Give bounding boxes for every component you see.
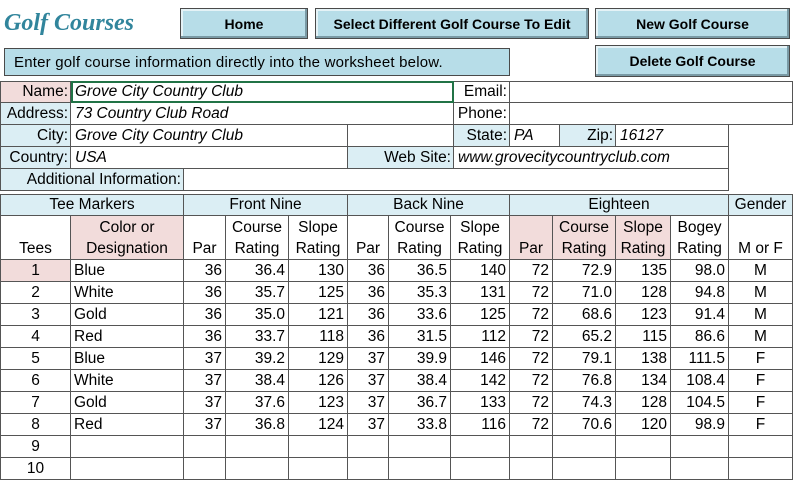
cell-gender[interactable]: M (729, 260, 793, 282)
country-label: Country: (0, 147, 71, 169)
header-eighteen-slope: Slope (623, 218, 663, 236)
header-color-line1: Color or (99, 218, 155, 236)
cell-bogey[interactable]: 86.6 (671, 326, 729, 348)
cell-e-par[interactable]: 72 (510, 348, 553, 370)
cell-b-slope[interactable]: 133 (451, 392, 510, 414)
app-title: Golf Courses (4, 10, 135, 36)
cell-tee[interactable]: 7 (0, 392, 71, 414)
new-course-button[interactable]: New Golf Course (595, 8, 790, 39)
cell-b-rating[interactable] (389, 458, 451, 480)
cell-e-par[interactable] (510, 458, 553, 480)
header-back-par: Par (348, 216, 389, 260)
country-field[interactable]: USA (71, 147, 348, 169)
cell-gender[interactable]: F (729, 392, 793, 414)
cell-f-par[interactable]: 36 (184, 282, 226, 304)
cell-e-slope[interactable] (616, 436, 671, 458)
cell-b-rating[interactable] (389, 436, 451, 458)
cell-e-par[interactable]: 72 (510, 326, 553, 348)
cell-tee[interactable]: 8 (0, 414, 71, 436)
website-field[interactable]: www.grovecitycountryclub.com (454, 147, 729, 169)
cell-e-rating[interactable] (553, 436, 616, 458)
cell-gender[interactable]: F (729, 348, 793, 370)
header-back-slope-rating-text: Rating (457, 239, 503, 257)
cell-b-slope[interactable]: 140 (451, 260, 510, 282)
cell-e-rating[interactable]: 72.9 (553, 260, 616, 282)
cell-b-slope[interactable] (451, 458, 510, 480)
cell-color[interactable]: Red (71, 414, 184, 436)
cell-f-par[interactable] (184, 436, 226, 458)
cell-f-par[interactable]: 36 (184, 260, 226, 282)
cell-f-rating[interactable]: 35.0 (226, 304, 289, 326)
website-label: Web Site: (348, 147, 454, 169)
cell-b-slope[interactable]: 131 (451, 282, 510, 304)
cell-bogey[interactable]: 94.8 (671, 282, 729, 304)
cell-e-par[interactable] (510, 436, 553, 458)
cell-color[interactable]: White (71, 370, 184, 392)
cell-e-rating[interactable]: 71.0 (553, 282, 616, 304)
cell-e-slope[interactable]: 128 (616, 282, 671, 304)
header-front-slope: Slope (298, 218, 338, 236)
header-color-designation (71, 216, 184, 260)
cell-bogey[interactable]: 111.5 (671, 348, 729, 370)
cell-f-par[interactable]: 37 (184, 370, 226, 392)
cell-f-slope[interactable]: 129 (289, 348, 348, 370)
cell-e-slope[interactable]: 115 (616, 326, 671, 348)
group-tee-markers: Tee Markers (0, 194, 184, 216)
cell-tee[interactable]: 9 (0, 436, 71, 458)
cell-b-slope[interactable]: 142 (451, 370, 510, 392)
cell-f-rating[interactable]: 37.6 (226, 392, 289, 414)
cell-b-slope[interactable]: 112 (451, 326, 510, 348)
cell-b-par[interactable]: 37 (348, 370, 389, 392)
cell-b-par[interactable]: 36 (348, 260, 389, 282)
cell-bogey[interactable] (671, 436, 729, 458)
header-eighteen-course-rating (553, 216, 616, 260)
cell-b-par[interactable]: 36 (348, 326, 389, 348)
cell-f-rating[interactable]: 33.7 (226, 326, 289, 348)
cell-b-par[interactable]: 36 (348, 304, 389, 326)
header-back-rating: Rating (397, 239, 442, 257)
cell-color[interactable]: Gold (71, 304, 184, 326)
cell-b-rating[interactable]: 36.5 (389, 260, 451, 282)
additional-info-label: Additional Information: (0, 169, 184, 191)
city-field[interactable]: Grove City Country Club (71, 125, 348, 147)
cell-e-par[interactable]: 72 (510, 282, 553, 304)
cell-b-par[interactable]: 37 (348, 392, 389, 414)
header-back-slope-rating (451, 216, 510, 260)
city-label: City: (0, 125, 71, 147)
cell-bogey[interactable] (671, 458, 729, 480)
cell-f-slope[interactable]: 130 (289, 260, 348, 282)
cell-f-slope[interactable]: 124 (289, 414, 348, 436)
cell-f-rating[interactable] (226, 458, 289, 480)
cell-b-par[interactable] (348, 436, 389, 458)
email-label: Email: (454, 81, 510, 103)
select-course-button[interactable]: Select Different Golf Course To Edit (315, 8, 589, 39)
header-front-course-rating (226, 216, 289, 260)
header-front-rating: Rating (234, 239, 280, 257)
cell-color[interactable]: Blue (71, 348, 184, 370)
cell-tee[interactable]: 2 (0, 282, 71, 304)
cell-e-slope[interactable]: 123 (616, 304, 671, 326)
phone-field[interactable] (510, 103, 793, 125)
cell-color[interactable] (71, 436, 184, 458)
header-bogey-rating (671, 216, 729, 260)
cell-bogey[interactable]: 108.4 (671, 370, 729, 392)
cell-e-rating[interactable]: 68.6 (553, 304, 616, 326)
header-back-slope: Slope (460, 218, 500, 236)
group-front-nine: Front Nine (184, 194, 348, 216)
cell-f-par[interactable] (184, 458, 226, 480)
cell-e-slope[interactable]: 128 (616, 392, 671, 414)
header-front-slope-rating (289, 216, 348, 260)
cell-tee[interactable]: 10 (0, 458, 71, 480)
cell-f-par[interactable]: 37 (184, 348, 226, 370)
cell-e-rating[interactable]: 65.2 (553, 326, 616, 348)
cell-color[interactable]: Gold (71, 392, 184, 414)
zip-label: Zip: (560, 125, 616, 147)
cell-b-slope[interactable]: 116 (451, 414, 510, 436)
cell-e-rating[interactable]: 70.6 (553, 414, 616, 436)
header-gender-mf: M or F (729, 216, 793, 260)
cell-f-slope[interactable]: 126 (289, 370, 348, 392)
header-tees: Tees (0, 216, 71, 260)
cell-f-slope[interactable]: 121 (289, 304, 348, 326)
header-eighteen-rating: Rating (561, 239, 607, 257)
header-back-course: Course (394, 218, 445, 236)
cell-f-rating[interactable]: 38.4 (226, 370, 289, 392)
cell-bogey[interactable]: 98.0 (671, 260, 729, 282)
cell-e-slope[interactable]: 135 (616, 260, 671, 282)
cell-f-slope[interactable]: 125 (289, 282, 348, 304)
cell-b-par[interactable]: 36 (348, 282, 389, 304)
cell-b-par[interactable]: 37 (348, 414, 389, 436)
header-eighteen-par: Par (510, 216, 553, 260)
cell-bogey[interactable]: 91.4 (671, 304, 729, 326)
header-eighteen-slope-rating-text: Rating (620, 239, 666, 257)
cell-e-par[interactable]: 72 (510, 304, 553, 326)
header-color-line2: Designation (86, 239, 168, 257)
email-field[interactable] (510, 81, 793, 103)
header-eighteen-slope-rating (616, 216, 671, 260)
cell-bogey[interactable]: 98.9 (671, 414, 729, 436)
cell-f-slope[interactable] (289, 436, 348, 458)
header-bogey-rating-text: Rating (677, 239, 722, 257)
cell-b-par[interactable] (348, 458, 389, 480)
cell-b-rating[interactable]: 35.3 (389, 282, 451, 304)
cell-b-slope[interactable]: 146 (451, 348, 510, 370)
header-front-par: Par (184, 216, 226, 260)
additional-info-field[interactable] (184, 169, 729, 191)
cell-tee[interactable]: 4 (0, 326, 71, 348)
cell-tee[interactable]: 5 (0, 348, 71, 370)
cell-e-slope[interactable] (616, 458, 671, 480)
cell-f-rating[interactable]: 39.2 (226, 348, 289, 370)
cell-gender[interactable]: M (729, 304, 793, 326)
cell-b-par[interactable]: 37 (348, 348, 389, 370)
cell-e-par[interactable]: 72 (510, 370, 553, 392)
cell-f-slope[interactable]: 118 (289, 326, 348, 348)
header-back-course-rating (389, 216, 451, 260)
header-front-course: Course (232, 218, 282, 236)
cell-e-slope[interactable]: 138 (616, 348, 671, 370)
state-field[interactable]: PA (510, 125, 560, 147)
header-bogey: Bogey (677, 218, 722, 236)
cell-color[interactable]: Red (71, 326, 184, 348)
header-eighteen-course: Course (559, 218, 609, 236)
cell-gender[interactable]: F (729, 370, 793, 392)
delete-course-button[interactable]: Delete Golf Course (595, 45, 790, 77)
cell-b-rating[interactable]: 33.8 (389, 414, 451, 436)
cell-tee[interactable]: 6 (0, 370, 71, 392)
cell-f-par[interactable]: 36 (184, 304, 226, 326)
name-field[interactable]: Grove City Country Club (71, 81, 454, 103)
cell-color[interactable]: White (71, 282, 184, 304)
zip-field[interactable]: 16127 (616, 125, 729, 147)
address-field[interactable]: 73 Country Club Road (71, 103, 454, 125)
cell-e-rating[interactable] (553, 458, 616, 480)
group-back-nine: Back Nine (348, 194, 510, 216)
cell-gender[interactable]: M (729, 326, 793, 348)
cell-tee[interactable]: 3 (0, 304, 71, 326)
cell-e-par[interactable]: 72 (510, 260, 553, 282)
cell-gender[interactable]: F (729, 414, 793, 436)
cell-e-slope[interactable]: 120 (616, 414, 671, 436)
cell-f-par[interactable]: 37 (184, 414, 226, 436)
cell-color[interactable]: Blue (71, 260, 184, 282)
cell-f-par[interactable]: 36 (184, 326, 226, 348)
group-eighteen: Eighteen (510, 194, 729, 216)
header-front-slope-rating-text: Rating (295, 239, 341, 257)
cell-b-rating[interactable]: 38.4 (389, 370, 451, 392)
cell-gender[interactable] (729, 436, 793, 458)
cell-b-rating[interactable]: 31.5 (389, 326, 451, 348)
cell-f-slope[interactable]: 123 (289, 392, 348, 414)
cell-bogey[interactable]: 104.5 (671, 392, 729, 414)
cell-b-slope[interactable]: 125 (451, 304, 510, 326)
city-spacer (348, 125, 454, 147)
cell-b-rating[interactable]: 36.7 (389, 392, 451, 414)
cell-f-rating[interactable]: 35.7 (226, 282, 289, 304)
group-gender: Gender (729, 194, 793, 216)
cell-gender[interactable]: M (729, 282, 793, 304)
name-label: Name: (0, 81, 71, 103)
cell-f-slope[interactable] (289, 458, 348, 480)
cell-e-rating[interactable]: 79.1 (553, 348, 616, 370)
address-label: Address: (0, 103, 71, 125)
cell-f-rating[interactable]: 36.4 (226, 260, 289, 282)
cell-b-rating[interactable]: 33.6 (389, 304, 451, 326)
cell-f-rating[interactable]: 36.8 (226, 414, 289, 436)
cell-e-rating[interactable]: 74.3 (553, 392, 616, 414)
cell-f-rating[interactable] (226, 436, 289, 458)
cell-f-par[interactable]: 37 (184, 392, 226, 414)
instructions-banner: Enter golf course information directly into the worksheet below. (4, 48, 510, 76)
home-button[interactable]: Home (180, 8, 308, 39)
cell-b-rating[interactable]: 39.9 (389, 348, 451, 370)
cell-e-rating[interactable]: 76.8 (553, 370, 616, 392)
cell-tee[interactable]: 1 (0, 260, 71, 282)
cell-gender[interactable] (729, 458, 793, 480)
cell-color[interactable] (71, 458, 184, 480)
cell-e-par[interactable]: 72 (510, 414, 553, 436)
cell-e-slope[interactable]: 134 (616, 370, 671, 392)
phone-label: Phone: (454, 103, 510, 125)
cell-e-par[interactable]: 72 (510, 392, 553, 414)
state-label: State: (454, 125, 510, 147)
cell-b-slope[interactable] (451, 436, 510, 458)
